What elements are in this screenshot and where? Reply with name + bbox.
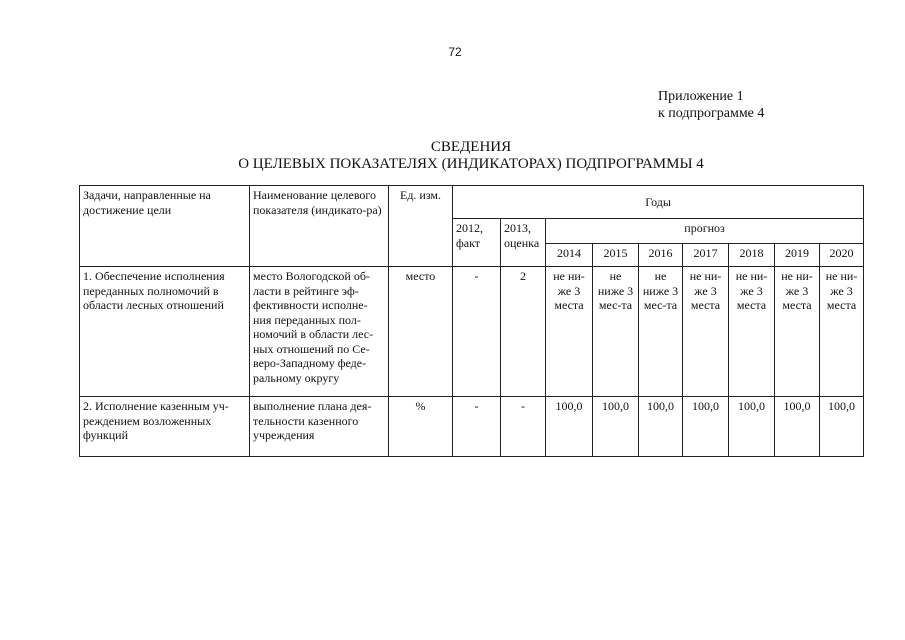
indicators-table (79, 185, 864, 457)
row-value-2015: не ниже 3 мес-та (593, 267, 639, 397)
header-year-2013: 2013, оценка (501, 219, 546, 267)
header-tasks: Задачи, направленные на достижение цели (80, 186, 250, 267)
header-years: Годы (453, 186, 864, 219)
row-value-2014: не ни-же 3 места (546, 267, 593, 397)
row-value-2012: - (453, 397, 501, 457)
row-task: 2. Исполнение казенным уч-реждением возложенных функций (80, 397, 250, 457)
header-forecast: прогноз (546, 219, 864, 244)
row-value-2015: 100,0 (593, 397, 639, 457)
row-value-2020: 100,0 (820, 397, 864, 457)
header-year-2016: 2016 (639, 244, 683, 267)
row-value-2017: не ни-же 3 места (683, 267, 729, 397)
appendix-line-2: к подпрограмме 4 (658, 106, 765, 121)
table-row (80, 397, 864, 457)
page-number: 72 (448, 45, 462, 59)
table-row (80, 267, 864, 397)
row-indicator: выполнение плана дея-тельности казенного учреждения (250, 397, 389, 457)
row-value-2020: не ни-же 3 места (820, 267, 864, 397)
row-value-2016: не ниже 3 мес-та (639, 267, 683, 397)
row-value-2018: не ни-же 3 места (729, 267, 775, 397)
header-year-2019: 2019 (775, 244, 820, 267)
row-task: 1. Обеспечение исполнения переданных полномочий в области лесных отношений (80, 267, 250, 397)
row-indicator: место Вологодской об-ласти в рейтинге эф-фективности исполне-ния переданных пол-номочий в области лес-ных отношений по Се-веро-Западному феде-ральному округу (250, 267, 389, 397)
header-indicator: Наименование целевого показателя (индикато-ра) (250, 186, 389, 267)
header-year-2014: 2014 (546, 244, 593, 267)
appendix-reference (658, 88, 764, 122)
row-unit: % (389, 397, 453, 457)
row-value-2014: 100,0 (546, 397, 593, 457)
row-value-2018: 100,0 (729, 397, 775, 457)
header-unit: Ед. изм. (389, 186, 453, 267)
row-value-2012: - (453, 267, 501, 397)
document-subtitle: О ЦЕЛЕВЫХ ПОКАЗАТЕЛЯХ (ИНДИКАТОРАХ) ПОДПРОГРАММЫ 4 (238, 156, 704, 172)
row-unit: место (389, 267, 453, 397)
row-value-2017: 100,0 (683, 397, 729, 457)
header-year-2012: 2012, факт (453, 219, 501, 267)
header-year-2015: 2015 (593, 244, 639, 267)
header-year-2017: 2017 (683, 244, 729, 267)
row-value-2019: не ни-же 3 места (775, 267, 820, 397)
header-year-2018: 2018 (729, 244, 775, 267)
row-value-2019: 100,0 (775, 397, 820, 457)
row-value-2016: 100,0 (639, 397, 683, 457)
row-value-2013: - (501, 397, 546, 457)
header-year-2020: 2020 (820, 244, 864, 267)
row-value-2013: 2 (501, 267, 546, 397)
document-title: СВЕДЕНИЯ (430, 139, 512, 155)
appendix-line-1: Приложение 1 (658, 89, 744, 104)
